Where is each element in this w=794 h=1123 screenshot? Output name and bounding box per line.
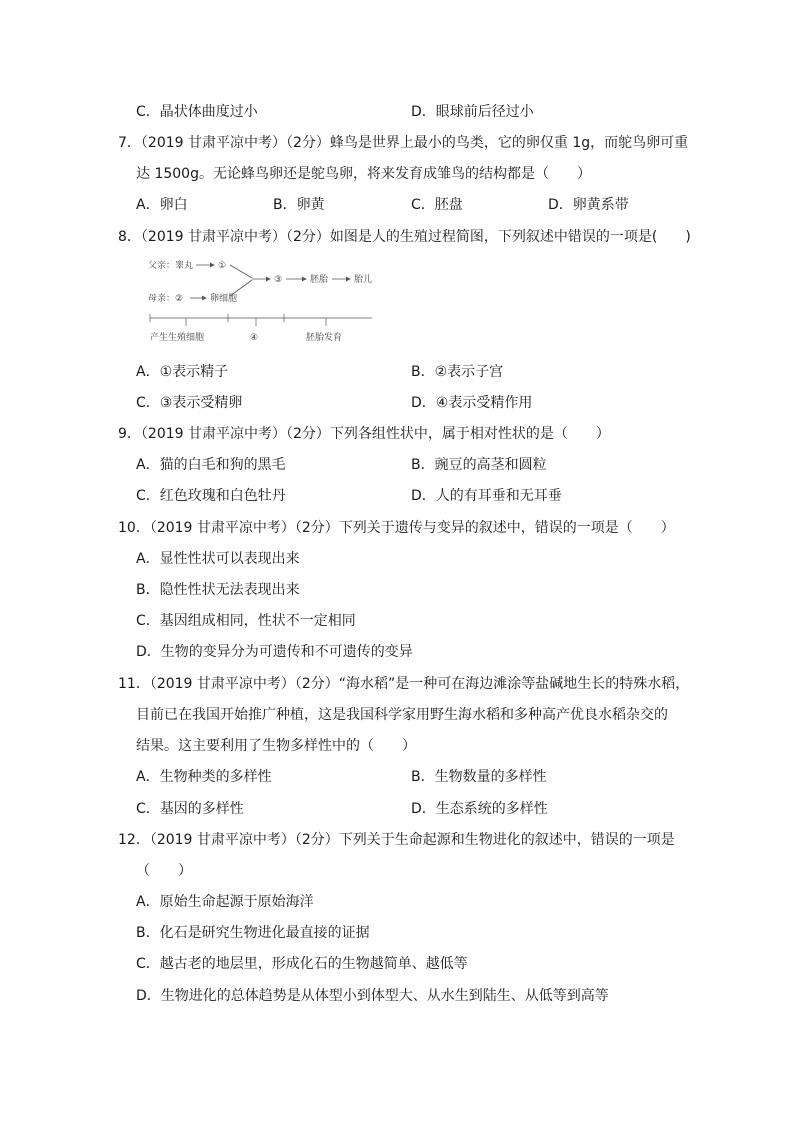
q7-option-a: A．卵白: [136, 197, 188, 213]
q11-stem-line1: 11．（2019 甘肃平凉中考）（2分）“海水稻”是一种可在海边滩涂等盐碱地生长的特殊水稻，: [118, 676, 690, 692]
diagram-mother-label: 母亲：②: [148, 294, 184, 304]
q10-option-c: C．基因组成相同，性状不一定相同: [136, 613, 356, 629]
q8-option-a: A．①表示精子: [136, 364, 229, 380]
q12-option-b: B．化石是研究生物进化最直接的证据: [136, 925, 370, 941]
diagram-embryo-label: 胚胎: [310, 275, 329, 285]
q12-option-c: C．越古老的地层里，形成化石的生物越简单、越低等: [136, 956, 468, 972]
q10-option-b: B．隐性性状无法表现出来: [136, 582, 300, 598]
diagram-line-upper: [230, 265, 252, 278]
q6-option-d: D．眼球前后径过小: [411, 104, 534, 120]
q12-option-d: D．生物进化的总体趋势是从体型小到体型大、从水生到陆生、从低等到高等: [136, 988, 609, 1004]
diagram-n4-label: ④: [250, 333, 259, 343]
q7-option-c: C．胚盘: [411, 197, 463, 213]
q7-stem-line2: 达 1500g。无论蜂鸟卵还是鸵鸟卵，将来发育成雏鸟的结构都是（ ）: [136, 166, 591, 182]
q7-option-d: D．卵黄系带: [548, 197, 629, 213]
diagram-n3-label: ③: [274, 275, 283, 285]
q10-stem-line1: 10．（2019 甘肃平凉中考）（2分）下列关于遗传与变异的叙述中，错误的一项是（ ）: [118, 520, 675, 536]
q11-option-d: D．生态系统的多样性: [411, 801, 548, 817]
q10-option-a: A．显性性状可以表现出来: [136, 551, 300, 567]
q8-option-d: D．④表示受精作用: [411, 395, 533, 411]
q9-option-b: B．豌豆的高茎和圆粒: [411, 457, 547, 473]
q9-option-c: C．红色玫瑰和白色牡丹: [136, 488, 286, 504]
q11-option-b: B．生物数量的多样性: [411, 769, 547, 785]
diagram-produce-label: 产生生殖细胞: [150, 333, 205, 343]
diagram-father-label: 父亲：睾丸: [148, 261, 194, 271]
q11-stem-line3: 结果。这主要利用了生物多样性中的（ ）: [136, 738, 416, 754]
q8-stem-line1: 8．（2019 甘肃平凉中考）（2分）如图是人的生殖过程简图，下列叙述中错误的一项是( ): [118, 229, 691, 245]
q9-stem-line1: 9．（2019 甘肃平凉中考）（2分）下列各组性状中，属于相对性状的是（ ）: [118, 426, 610, 442]
q10-option-d: D．生物的变异分为可遗传和不可遗传的变异: [136, 644, 413, 660]
q12-stem-line1: 12．（2019 甘肃平凉中考）（2分）下列关于生命起源和生物进化的叙述中，错误的一项是: [118, 832, 675, 848]
diagram-egg-label: 卵细胞: [210, 294, 238, 304]
q8-option-b: B．②表示子宫: [411, 364, 504, 380]
q8-option-c: C．③表示受精卵: [136, 395, 243, 411]
q12-stem-line2: （ ）: [136, 863, 192, 879]
q12-option-a: A．原始生命起源于原始海洋: [136, 894, 314, 910]
reproduction-diagram: [146, 256, 382, 348]
q11-stem-line2: 目前已在我国开始推广种植，这是我国科学家用野生海水稻和多种高产优良水稻杂交的: [136, 707, 668, 723]
q9-option-a: A．猫的白毛和狗的黑毛: [136, 457, 286, 473]
diagram-dev-label: 胚胎发育: [306, 333, 343, 343]
q7-option-b: B．卵黄: [273, 197, 325, 213]
q11-option-a: A．生物种类的多样性: [136, 769, 272, 785]
q6-option-c: C．晶状体曲度过小: [136, 104, 258, 120]
q9-option-d: D．人的有耳垂和无耳垂: [411, 488, 562, 504]
diagram-fetus-label: 胎儿: [354, 275, 373, 285]
q11-option-c: C．基因的多样性: [136, 801, 244, 817]
diagram-n1-label: ①: [218, 261, 227, 271]
q7-stem-line1: 7．（2019 甘肃平凉中考）（2分）蜂鸟是世界上最小的鸟类，它的卵仅重 1g，而鸵鸟卵可重: [118, 135, 689, 151]
